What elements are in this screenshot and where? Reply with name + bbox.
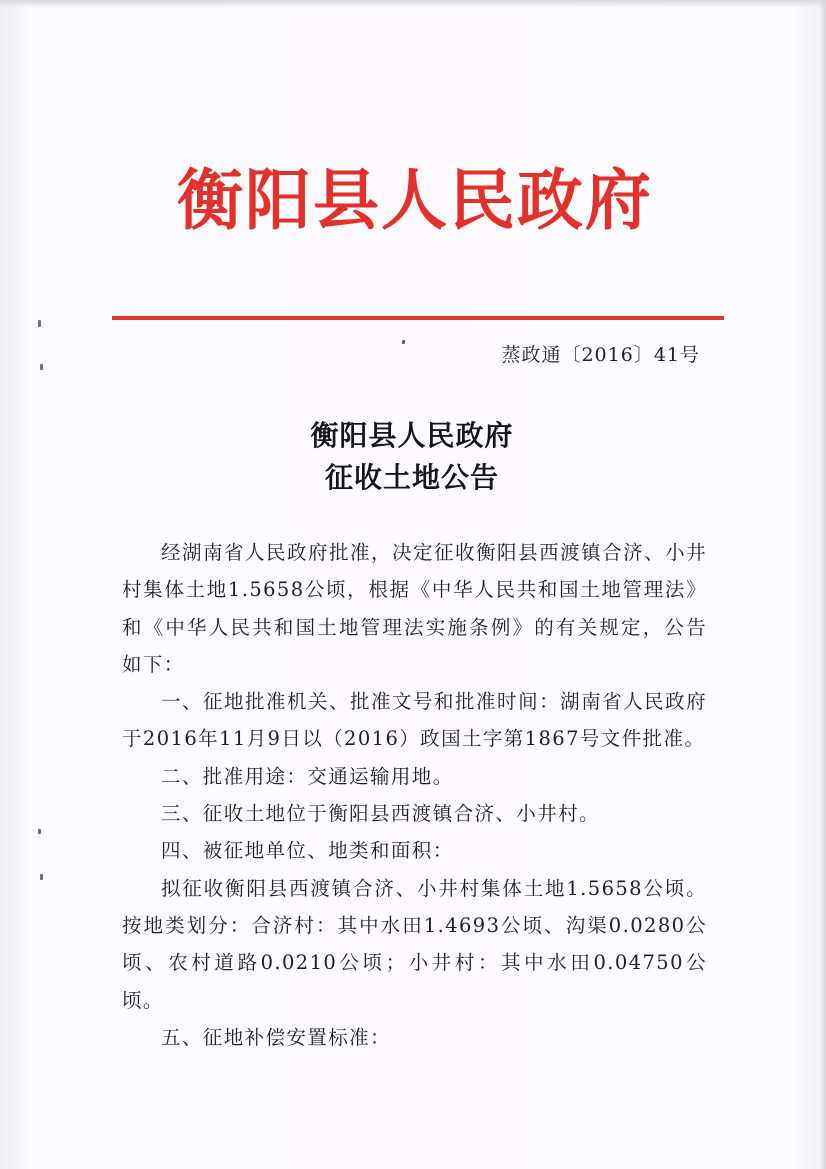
scan-speck <box>401 340 405 345</box>
paragraph-compensation: 五、征地补偿安置标准： <box>161 1025 391 1049</box>
binding-hole-mark <box>40 364 43 370</box>
notice-heading-issuer: 衡阳县人民政府 <box>310 419 514 452</box>
binding-hole-mark <box>38 320 41 327</box>
paragraph-land-detail: 拟征收衡阳县西渡镇合济、小井村集体土地1.5658公顷。按地类划分：合济村：其中水田1.4693公顷、沟渠0.0280公顷、农村道路0.0210公顷；小井村：其中水田0.04750公顷。 <box>122 876 707 1012</box>
paragraph-intro: 经湖南省人民政府批准，决定征收衡阳县西渡镇合济、小井村集体土地1.5658公顷，根据《中华人民共和国土地管理法》和《中华人民共和国土地管理法实施条例》的有关规定，公告如下： <box>122 541 707 676</box>
paragraph-location: 三、征收土地位于衡阳县西渡镇合济、小井村。 <box>161 802 600 826</box>
binding-hole-mark <box>40 874 43 880</box>
notice-body <box>122 534 707 1056</box>
paragraph-approval: 一、征地批准机关、批准文号和批准时间：湖南省人民政府于2016年11月9日以（2016）政国土字第1867号文件批准。 <box>122 690 707 751</box>
notice-heading-title: 征收土地公告 <box>324 461 499 494</box>
paragraph-usage: 二、批准用途：交通运输用地。 <box>161 764 454 788</box>
document-number: 蒸政通〔2016〕41号 <box>501 344 700 366</box>
paragraph-land-heading: 四、被征地单位、地类和面积： <box>161 839 454 863</box>
scan-edge-right <box>820 0 826 1169</box>
issuer-title: 衡阳县人民政府 <box>177 162 653 239</box>
red-header-rule <box>112 316 724 320</box>
scan-edge-top <box>0 0 826 8</box>
binding-hole-mark <box>38 829 41 834</box>
